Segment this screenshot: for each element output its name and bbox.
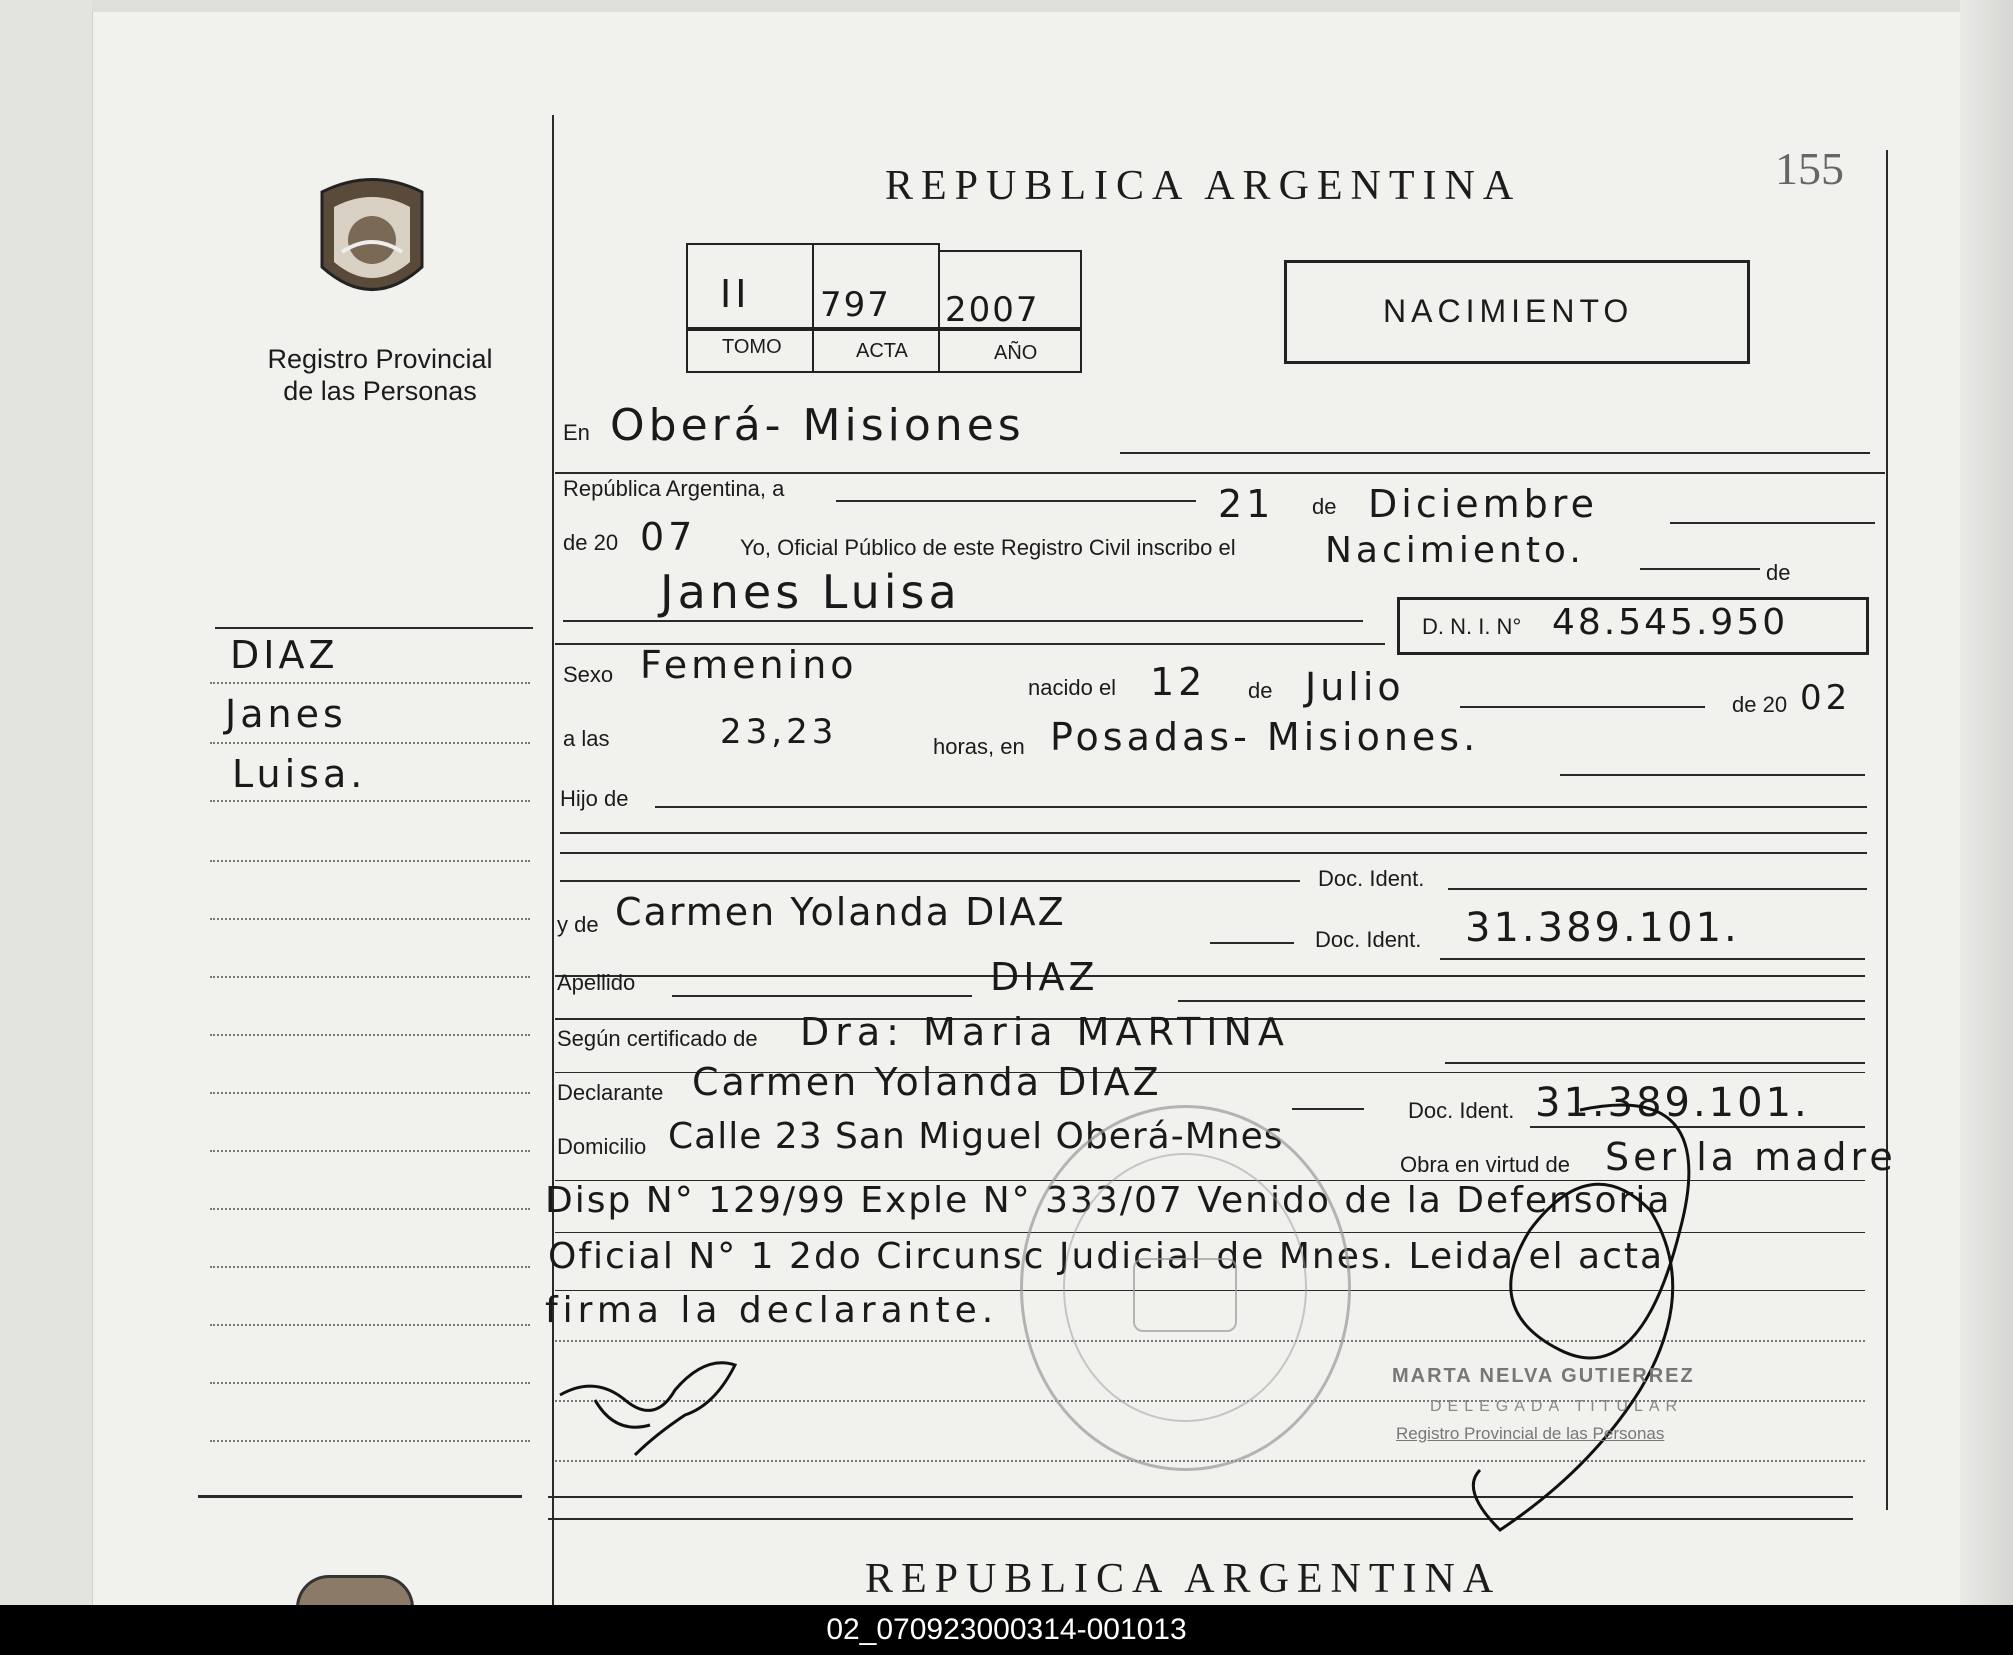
tomo-value: II: [720, 272, 751, 316]
record-type: NACIMIENTO: [1383, 293, 1634, 329]
anio-inscripcion: 07: [640, 515, 697, 559]
madre-value: Carmen Yolanda DIAZ: [615, 890, 1066, 934]
official-seal: [1020, 1105, 1351, 1471]
fecha-dia: 21: [1218, 482, 1275, 526]
fecha-mes: Diciembre: [1368, 482, 1598, 526]
de20-label: de 20: [563, 530, 619, 555]
de-label-3: de: [1248, 678, 1273, 703]
nacido-mes: Julio: [1305, 665, 1405, 709]
domicilio-value: Calle 23 San Miguel Oberá-Mnes: [668, 1116, 1284, 1157]
margin-top-rule: [215, 627, 533, 629]
inscribo-value: Nacimiento.: [1325, 530, 1585, 571]
registry-line-2: de las Personas: [283, 376, 477, 406]
acta-value: 797: [820, 285, 891, 325]
page-right-shadow: [1960, 0, 2013, 1605]
nota-linea-3: firma la declarante.: [545, 1290, 999, 1331]
madre-doc: 31.389.101.: [1465, 905, 1740, 951]
nombre-value: Janes Luisa: [660, 565, 961, 619]
declarant-signature: [1440, 1090, 1740, 1550]
lugar-value: Posadas- Misiones.: [1050, 715, 1480, 759]
yo-label: Yo, Oficial Público de este Registro Civil inscribo el: [740, 535, 1236, 560]
sexo-label: Sexo: [563, 662, 614, 687]
provincial-emblem: [312, 172, 432, 312]
margin-bottom-rule: [198, 1495, 522, 1498]
stamp-name: MARTA NELVA GUTIERREZ: [1392, 1365, 1695, 1387]
de-label-1: de: [1312, 494, 1337, 519]
apellido-label: Apellido: [557, 970, 636, 995]
registry-name: [255, 343, 505, 407]
stamp-title: DELEGADA TITULAR: [1430, 1398, 1684, 1415]
next-title: REPUBLICA ARGENTINA: [865, 1556, 1502, 1602]
nota-linea-1: Disp N° 129/99 Exple N° 333/07 Venido de la Defensoria: [545, 1180, 1672, 1221]
alas-label: a las: [563, 726, 610, 751]
apellido-value: DIAZ: [990, 955, 1099, 999]
dni-value: 48.545.950: [1552, 602, 1789, 643]
domicilio-label: Domicilio: [557, 1134, 647, 1159]
stamp-office: Registro Provincial de las Personas: [1396, 1424, 1665, 1443]
page-top-shadow: [92, 0, 2013, 12]
record-type-box: [1284, 260, 1750, 364]
hora-value: 23,23: [720, 712, 838, 752]
nacido-dia: 12: [1150, 660, 1207, 704]
previous-page-edge: [0, 0, 93, 1605]
document-title: REPUBLICA ARGENTINA: [885, 163, 1522, 209]
certificado-label: Según certificado de: [557, 1026, 758, 1051]
en-value: Oberá- Misiones: [610, 400, 1025, 451]
hijo-label: Hijo de: [560, 786, 629, 811]
doc-ident-label-3: Doc. Ident.: [1408, 1098, 1515, 1123]
republica-label: República Argentina, a: [563, 476, 785, 501]
nacido-anio: 02: [1800, 678, 1852, 718]
dni-box: [1397, 597, 1869, 655]
virtud-value: Ser la madre: [1605, 1135, 1897, 1179]
column-divider: [552, 115, 554, 1605]
dni-label: D. N. I. N°: [1422, 614, 1522, 639]
file-id-bar: [0, 1605, 2013, 1655]
declarante-label: Declarante: [557, 1080, 664, 1105]
declarante-doc: 31.389.101.: [1535, 1080, 1810, 1126]
sexo-value: Femenino: [640, 643, 858, 687]
virtud-label: Obra en virtud de: [1400, 1152, 1570, 1177]
tomo-label: TOMO: [722, 336, 782, 358]
declarante-value: Carmen Yolanda DIAZ: [692, 1060, 1162, 1104]
acta-label: ACTA: [856, 340, 908, 362]
horas-label: horas, en: [933, 734, 1025, 759]
next-emblem-icon: [296, 1575, 414, 1608]
yde-label: y de: [557, 912, 599, 937]
de20b-label: de 20: [1732, 692, 1788, 717]
nacido-label: nacido el: [1028, 675, 1117, 700]
official-signature: [555, 1345, 755, 1465]
registry-line-1: Registro Provincial: [267, 344, 493, 374]
anio-value: 2007: [945, 290, 1040, 330]
file-id: 02_070923000314-001013: [826, 1613, 1187, 1646]
anio-label: AÑO: [994, 342, 1038, 364]
doc-ident-label-1: Doc. Ident.: [1318, 866, 1425, 891]
doc-ident-label-2: Doc. Ident.: [1315, 927, 1422, 952]
certificado-value: Dra: Maria MARTINA: [800, 1010, 1290, 1054]
right-border: [1886, 150, 1888, 1510]
margin-first-name: Janes: [225, 692, 347, 736]
de-label-2: de: [1766, 560, 1791, 585]
page-number: 155: [1775, 143, 1844, 194]
margin-second-name: Luisa.: [232, 752, 367, 796]
en-label: En: [563, 420, 590, 445]
margin-surname: DIAZ: [230, 633, 339, 677]
nota-linea-2: Oficial N° 1 2do Circunsc Judicial de Mnes. Leida el acta: [548, 1236, 1665, 1277]
